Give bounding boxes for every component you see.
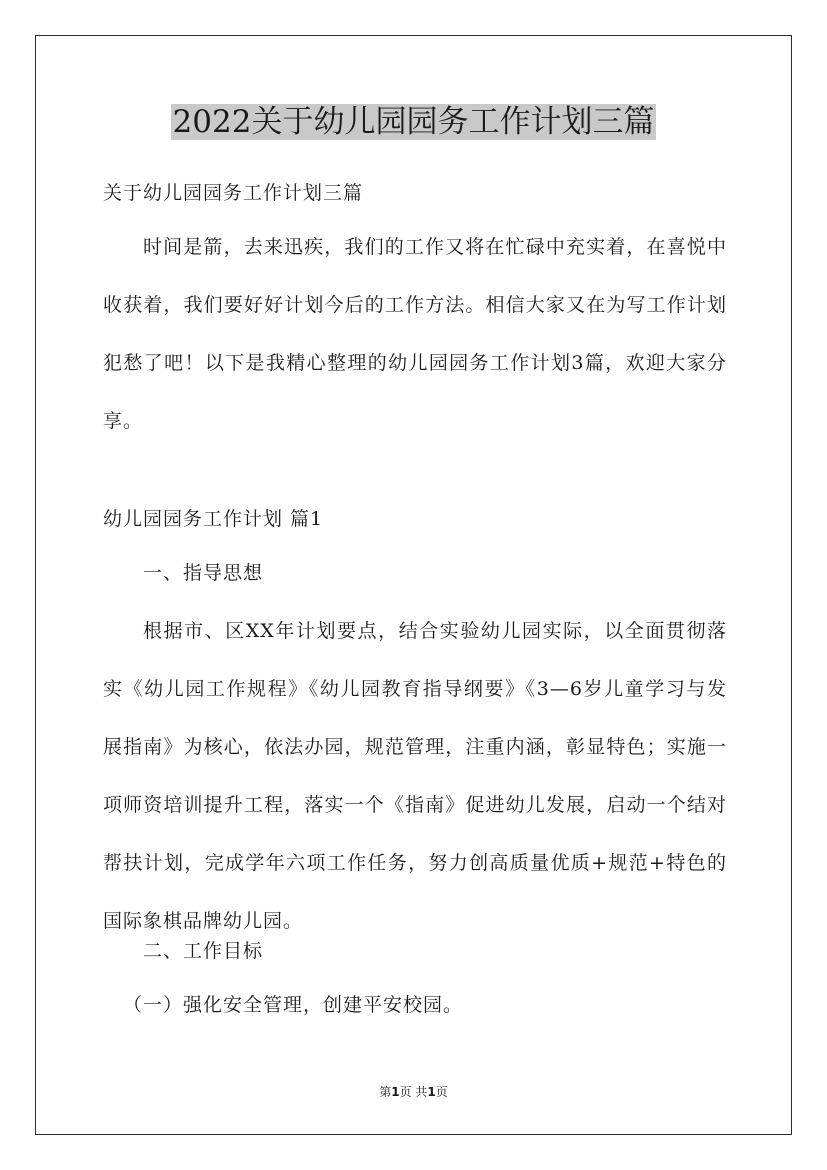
document-subtitle: 关于幼儿园园务工作计划三篇 [103,182,364,204]
footer-prefix: 第 [379,1085,392,1099]
intro-paragraph: 时间是箭，去来迅疾，我们的工作又将在忙碌中充实着，在喜悦中收获着，我们要好好计划今后的工作方法。相信大家又在为写工作计划犯愁了吧！以下是我精心整理的幼儿园园务工作计划3篇，欢迎大家分享。 [103,236,727,432]
part1-body: 根据市、区XX年计划要点，结合实验幼儿园实际，以全面贯彻落实《幼儿园工作规程》《幼儿园教育指导纲要》《3—6岁儿童学习与发展指南》为核心，依法办园，规范管理，注重内涵，彰显特色；实施一项师资培训提升工程，落实一个《指南》促进幼儿发展，启动一个结对帮扶计划，完成学年六项工作任务，努力创高质量优质+规范+特色的国际象棋品牌幼儿园。 [103,620,727,932]
footer-mid: 页 共 [399,1085,428,1099]
part2-item1: （一）强化安全管理，创建平安校园。 [123,994,464,1016]
section-heading: 幼儿园园务工作计划 篇1 [103,508,324,530]
footer-page-number: 1 [391,1085,400,1099]
footer-suffix: 页 [435,1085,448,1099]
footer-page-total: 1 [427,1085,436,1099]
document-title [0,100,827,144]
part2-heading: 二、工作目标 [143,940,264,962]
page-footer [0,1084,827,1100]
document-title-text: 2022关于幼儿园园务工作计划三篇 [172,104,655,140]
part1-heading: 一、指导思想 [143,562,264,584]
